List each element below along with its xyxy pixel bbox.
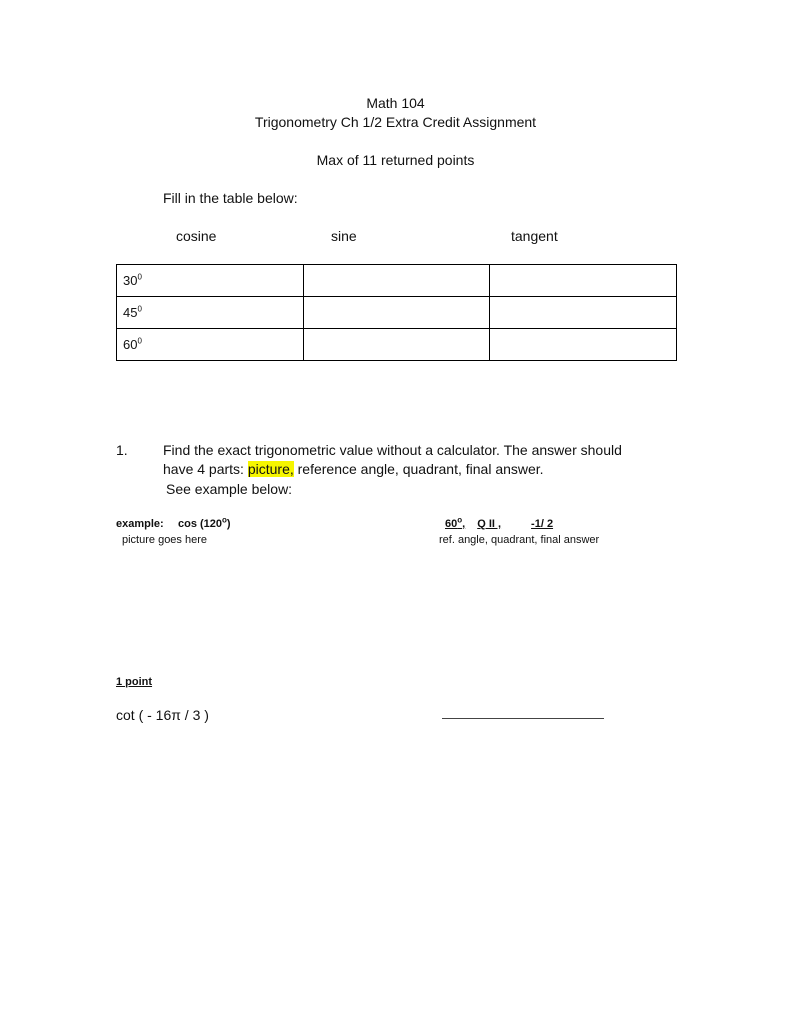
answer-cell[interactable]: [490, 265, 677, 297]
highlighted-word: picture,: [247, 461, 294, 477]
angle-cell: [117, 329, 304, 361]
degree-mark: o: [222, 515, 227, 525]
quadrant-value: Q II ,: [477, 518, 502, 530]
points-label: 1 point: [116, 676, 153, 688]
answer-caption: ref. angle, quadrant, final answer: [439, 534, 600, 546]
trig-values-table: [116, 264, 677, 361]
degree-mark: o: [457, 515, 463, 525]
ref-angle-value: 60: [445, 518, 458, 530]
angle-value: 45: [123, 305, 138, 320]
question-text-line2: [163, 461, 544, 477]
example-answer: [445, 515, 605, 530]
picture-note: picture goes here: [122, 534, 207, 546]
answer-cell[interactable]: [304, 265, 490, 297]
final-answer-value: -1/ 2: [531, 518, 554, 530]
degree-mark: 0: [137, 304, 142, 314]
column-label-cosine: cosine: [176, 228, 217, 244]
course-title: Math 104: [366, 95, 425, 111]
assignment-title: Trigonometry Ch 1/2 Extra Credit Assignment: [254, 114, 537, 130]
example-expression-text: cos (120: [178, 518, 223, 530]
answer-cell[interactable]: [304, 329, 490, 361]
question-text-line3: See example below:: [166, 481, 293, 497]
example-expression: [178, 515, 231, 530]
table-instruction: Fill in the table below:: [163, 190, 298, 206]
angle-cell: [117, 297, 304, 329]
table-row: [117, 265, 677, 297]
answer-cell[interactable]: [490, 297, 677, 329]
degree-mark: 0: [137, 336, 142, 346]
column-label-sine: sine: [331, 228, 357, 244]
ref-angle-separator: ,: [462, 518, 466, 530]
degree-mark: 0: [137, 272, 142, 282]
problem-expression: cot ( - 16π / 3 ): [116, 707, 209, 723]
question-number: 1.: [116, 442, 128, 458]
example-expression-text: ): [226, 518, 231, 530]
question-text-part: reference angle, quadrant, final answer.: [293, 461, 544, 477]
max-points-note: Max of 11 returned points: [316, 152, 475, 168]
angle-cell: [117, 265, 304, 297]
answer-cell[interactable]: [304, 297, 490, 329]
answer-cell[interactable]: [490, 329, 677, 361]
example-label: example:: [116, 518, 164, 530]
angle-value: 30: [123, 273, 138, 288]
answer-blank-line[interactable]: [442, 718, 604, 719]
question-text-line1: Find the exact trigonometric value without a calculator. The answer should: [163, 442, 622, 458]
question-text-part: have 4 parts:: [163, 461, 248, 477]
column-label-tangent: tangent: [511, 228, 558, 244]
angle-value: 60: [123, 337, 138, 352]
table-row: [117, 329, 677, 361]
table-row: [117, 297, 677, 329]
